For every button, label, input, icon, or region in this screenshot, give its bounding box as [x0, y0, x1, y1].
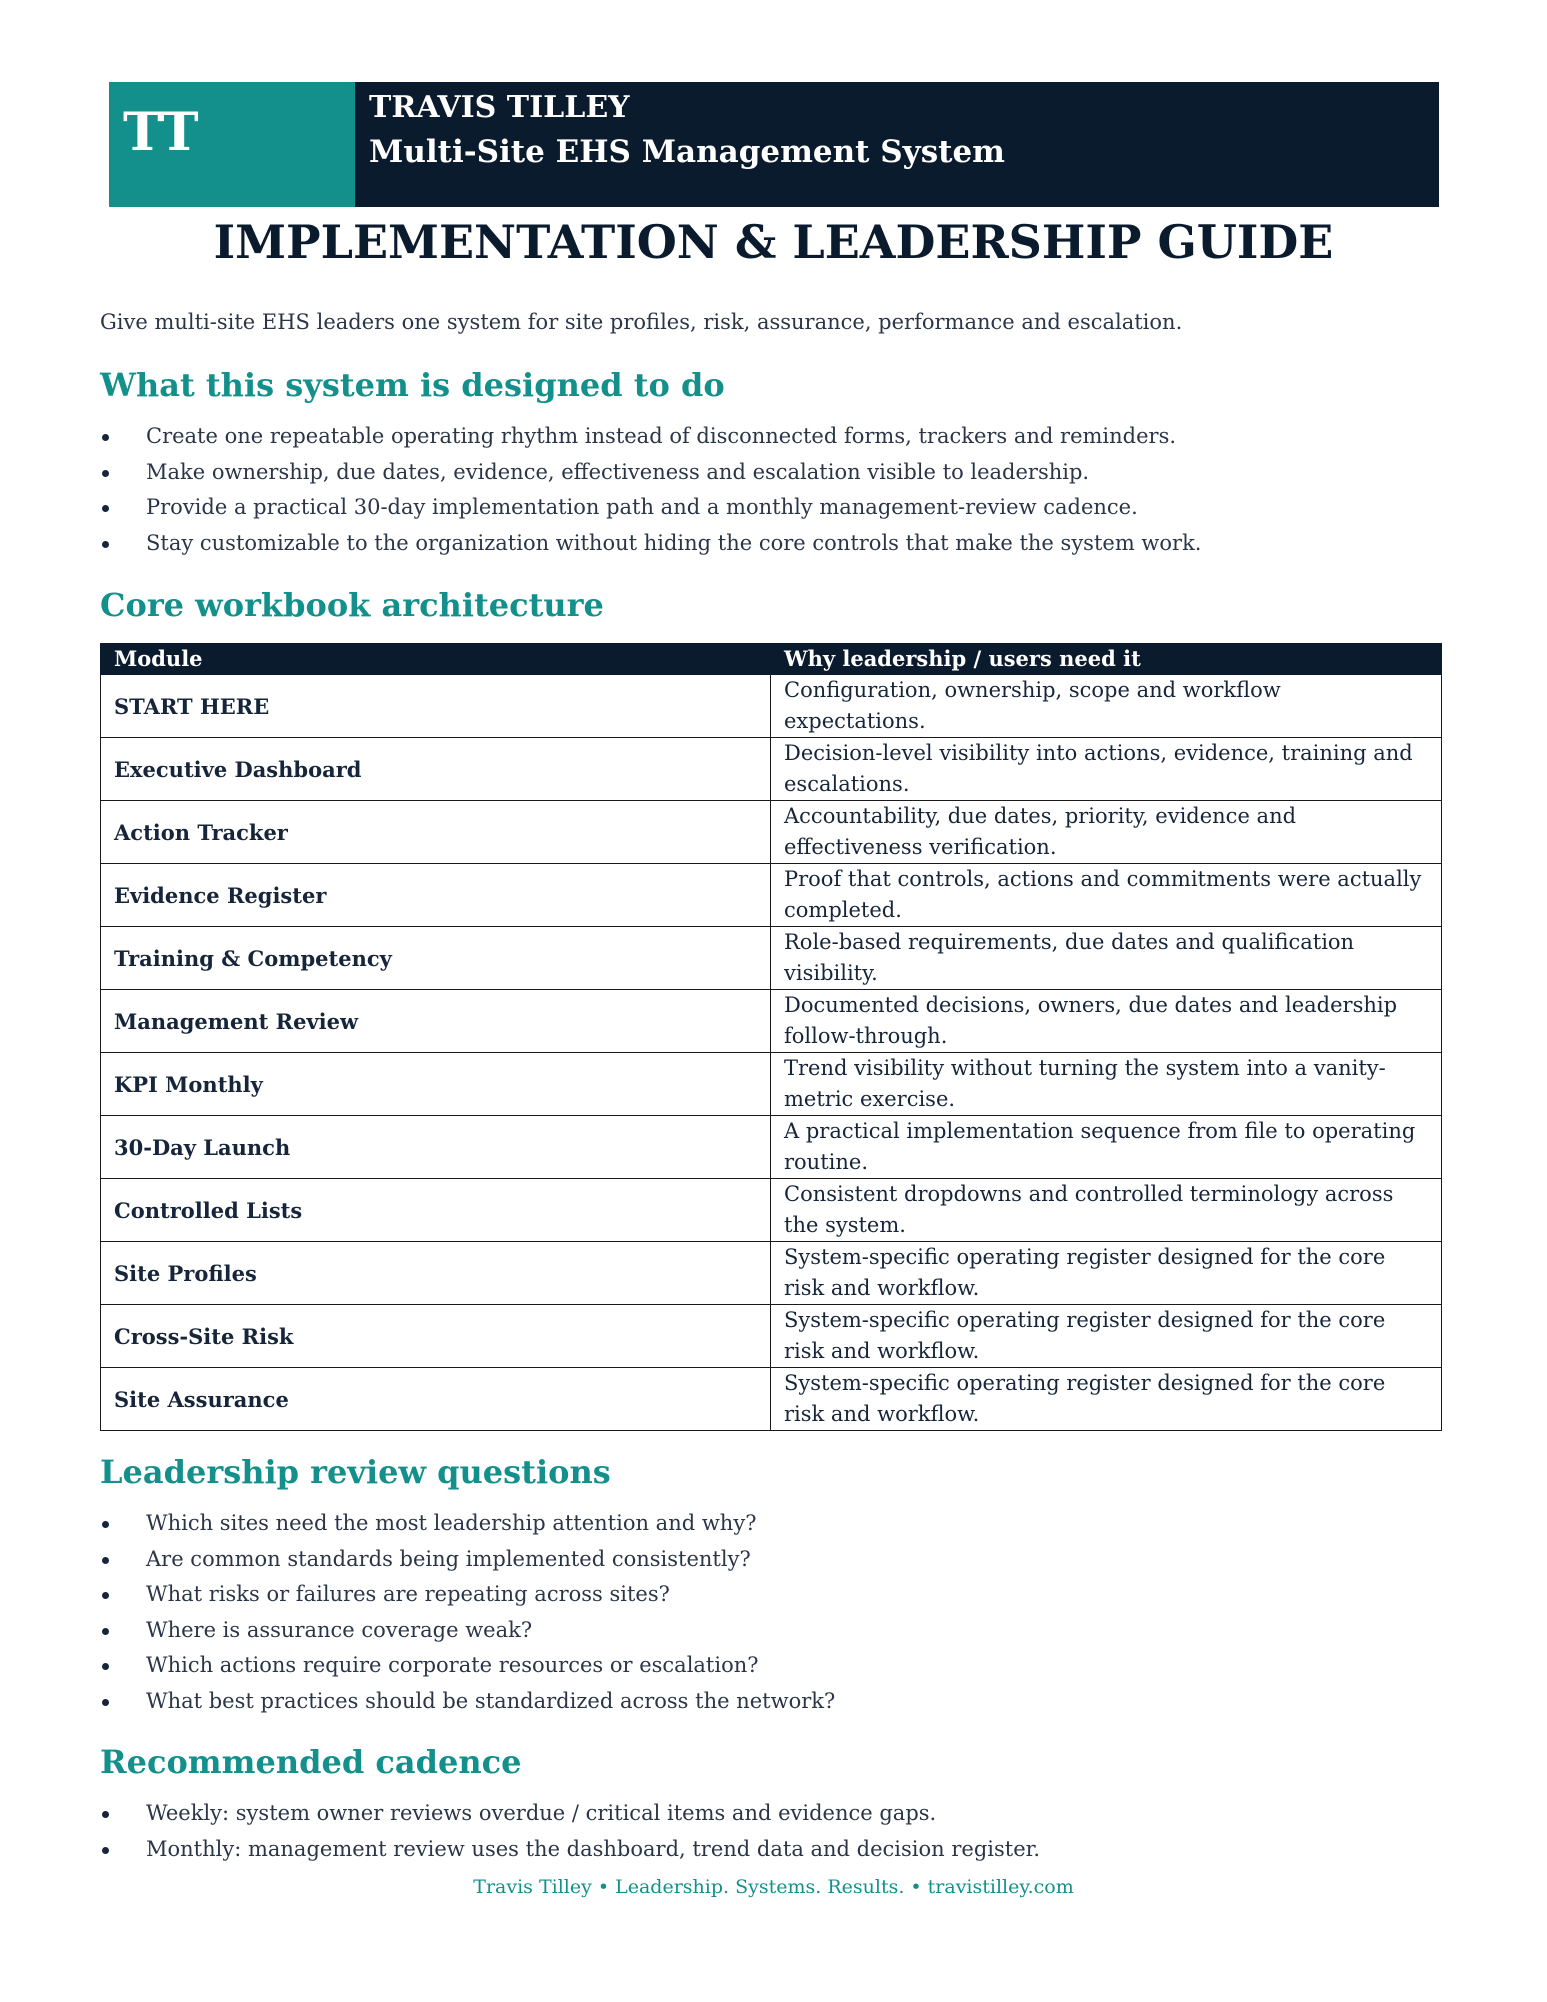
table-row — [101, 1116, 1442, 1179]
module-name: START HERE — [101, 675, 771, 738]
design-heading: What this system is designed to do — [100, 366, 725, 404]
list-item: Provide a practical 30-day implementation path and a monthly management-review cadence. — [100, 490, 1430, 526]
module-name: Action Tracker — [101, 801, 771, 864]
list-item: What best practices should be standardized across the network? — [100, 1684, 1430, 1720]
list-item: Weekly: system owner reviews overdue / critical items and evidence gaps. — [100, 1796, 1430, 1832]
cadence-heading: Recommended cadence — [100, 1743, 522, 1781]
module-name: Site Assurance — [101, 1368, 771, 1431]
column-header-module: Module — [101, 644, 771, 675]
module-purpose: Proof that controls, actions and commitments were actually completed. — [771, 864, 1442, 927]
table-row — [101, 675, 1442, 738]
header-title-block — [355, 82, 1439, 207]
module-purpose: Configuration, ownership, scope and workflow expectations. — [771, 675, 1442, 738]
column-header-why: Why leadership / users need it — [771, 644, 1442, 675]
questions-heading: Leadership review questions — [100, 1453, 611, 1491]
document-header — [109, 82, 1439, 207]
module-name: Evidence Register — [101, 864, 771, 927]
design-list — [100, 419, 1430, 561]
logo — [109, 82, 355, 207]
logo-initials: TT — [123, 102, 199, 163]
list-item: Create one repeatable operating rhythm instead of disconnected forms, trackers and reminders. — [100, 419, 1430, 455]
module-name: Training & Competency — [101, 927, 771, 990]
module-purpose: Trend visibility without turning the system into a vanity-metric exercise. — [771, 1053, 1442, 1116]
module-purpose: Accountability, due dates, priority, evidence and effectiveness verification. — [771, 801, 1442, 864]
list-item: Monthly: management review uses the dashboard, trend data and decision register. — [100, 1832, 1430, 1868]
table-row — [101, 990, 1442, 1053]
module-purpose: Consistent dropdowns and controlled terminology across the system. — [771, 1179, 1442, 1242]
questions-list — [100, 1506, 1430, 1720]
list-item: Which sites need the most leadership attention and why? — [100, 1506, 1430, 1542]
list-item: Stay customizable to the organization without hiding the core controls that make the system work. — [100, 526, 1430, 562]
table-row — [101, 1305, 1442, 1368]
table-header-row — [101, 644, 1442, 675]
table-row — [101, 738, 1442, 801]
module-purpose: A practical implementation sequence from file to operating routine. — [771, 1116, 1442, 1179]
architecture-table — [100, 643, 1442, 1431]
module-purpose: System-specific operating register designed for the core risk and workflow. — [771, 1242, 1442, 1305]
list-item: Which actions require corporate resources or escalation? — [100, 1648, 1430, 1684]
module-name: KPI Monthly — [101, 1053, 771, 1116]
module-purpose: Documented decisions, owners, due dates and leadership follow-through. — [771, 990, 1442, 1053]
list-item: Make ownership, due dates, evidence, effectiveness and escalation visible to leadership. — [100, 455, 1430, 491]
table-row — [101, 1368, 1442, 1431]
module-name: 30-Day Launch — [101, 1116, 771, 1179]
table-row — [101, 864, 1442, 927]
module-purpose: Decision-level visibility into actions, evidence, training and escalations. — [771, 738, 1442, 801]
module-purpose: System-specific operating register designed for the core risk and workflow. — [771, 1305, 1442, 1368]
table-row — [101, 1053, 1442, 1116]
module-name: Management Review — [101, 990, 771, 1053]
module-purpose: Role-based requirements, due dates and qualification visibility. — [771, 927, 1442, 990]
module-name: Site Profiles — [101, 1242, 771, 1305]
system-name: Multi-Site EHS Management System — [369, 134, 1005, 170]
table-row — [101, 1242, 1442, 1305]
list-item: Where is assurance coverage weak? — [100, 1613, 1430, 1649]
intro-text: Give multi-site EHS leaders one system for site profiles, risk, assurance, performance and escalation. — [100, 310, 1183, 334]
module-name: Executive Dashboard — [101, 738, 771, 801]
table-row — [101, 927, 1442, 990]
footer-text: Travis Tilley • Leadership. Systems. Results. • travistilley.com — [473, 1876, 1074, 1898]
list-item: Are common standards being implemented consistently? — [100, 1542, 1430, 1578]
brand-name: TRAVIS TILLEY — [369, 90, 630, 125]
list-item: What risks or failures are repeating across sites? — [100, 1577, 1430, 1613]
module-purpose: System-specific operating register designed for the core risk and workflow. — [771, 1368, 1442, 1431]
table-row — [101, 1179, 1442, 1242]
table-row — [101, 801, 1442, 864]
module-name: Controlled Lists — [101, 1179, 771, 1242]
module-name: Cross-Site Risk — [101, 1305, 771, 1368]
cadence-list — [100, 1796, 1430, 1867]
architecture-heading: Core workbook architecture — [100, 586, 604, 624]
document-title: IMPLEMENTATION & LEADERSHIP GUIDE — [213, 215, 1334, 269]
